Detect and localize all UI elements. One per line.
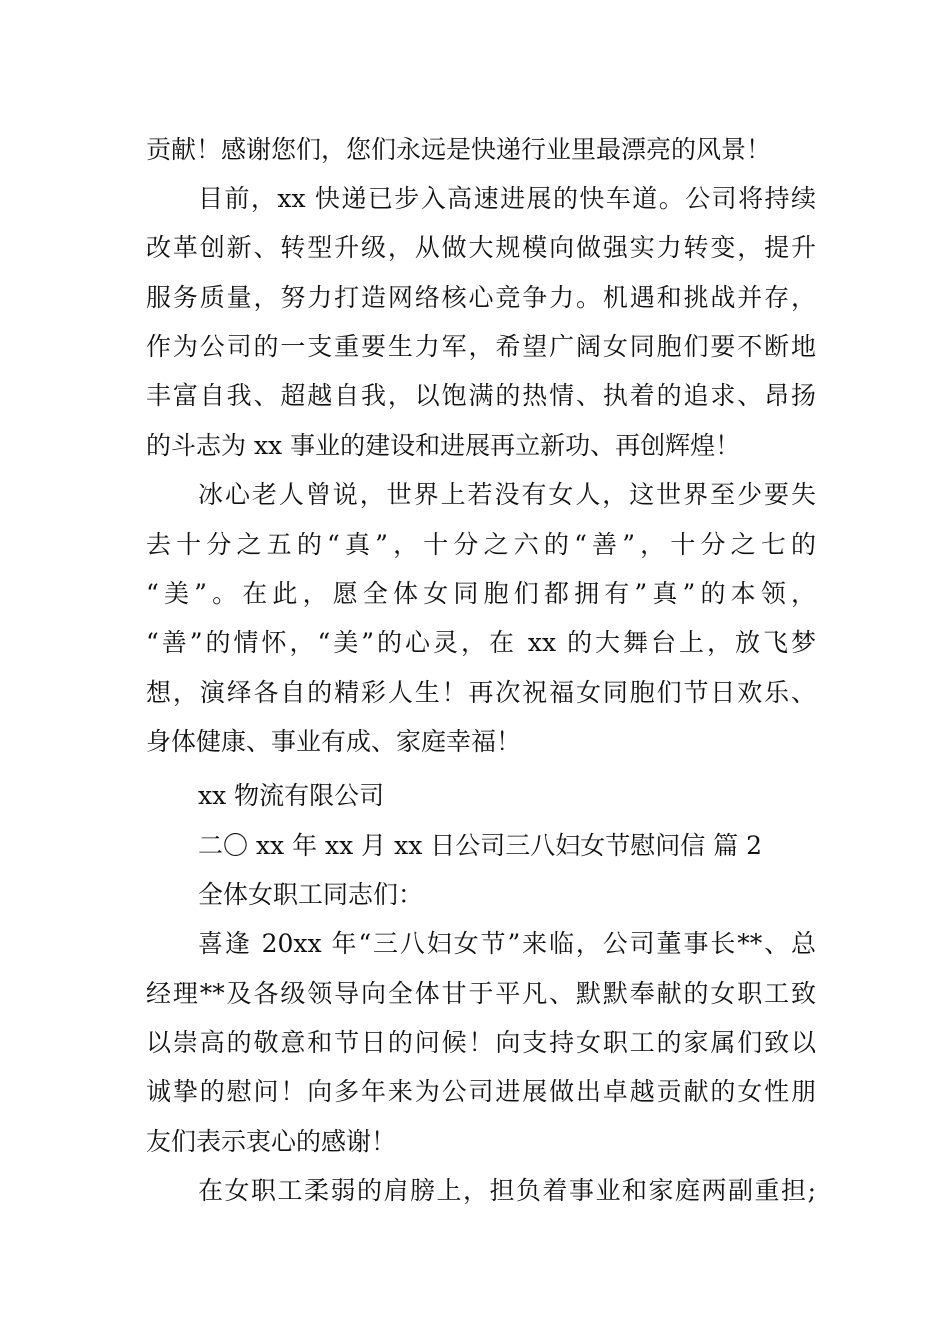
text-line: 以崇高的敬意和节日的问候！向支持女职工的家属们致以 <box>146 1028 816 1057</box>
text-line: 冰心老人曾说，世界上若没有女人，这世界至少要失 <box>198 480 816 509</box>
text-line: 服务质量，努力打造网络核心竞争力。机遇和挑战并存， <box>146 283 816 312</box>
text-line: 想，演绎各自的精彩人生！再次祝福女同胞们节日欢乐、 <box>146 678 816 707</box>
text-line: 喜逢 20xx 年“三八妇女节”来临，公司董事长**、总 <box>198 929 816 958</box>
company-signature: xx 物流有限公司 <box>198 781 385 810</box>
section-heading: 二〇 xx 年 xx 月 xx 日公司三八妇女节慰问信 篇 2 <box>198 831 763 860</box>
text-line: 去十分之五的“真”，十分之六的“善”，十分之七的 <box>146 530 816 559</box>
text-line: 诚挚的慰问！向多年来为公司进展做出卓越贡献的女性朋 <box>146 1077 816 1106</box>
text-line: 的斗志为 xx 事业的建设和进展再立新功、再创辉煌！ <box>146 431 741 460</box>
text-line: 经理**及各级领导向全体甘于平凡、默默奉献的女职工致 <box>146 979 816 1008</box>
text-line: 改革创新、转型升级，从做大规模向做强实力转变，提升 <box>146 233 816 262</box>
text-line: “善”的情怀，“美”的心灵，在 xx 的大舞台上，放飞梦 <box>146 628 816 657</box>
text-line: 丰富自我、超越自我，以饱满的热情、执着的追求、昂扬 <box>146 381 816 410</box>
text-line: 目前，xx 快递已步入高速进展的快车道。公司将持续 <box>198 184 816 213</box>
text-line: 友们表示衷心的感谢！ <box>146 1127 397 1156</box>
text-line: 身体健康、事业有成、家庭幸福！ <box>146 727 522 756</box>
text-line: 在女职工柔弱的肩膀上，担负着事业和家庭两副重担; <box>198 1176 816 1205</box>
text-line: 作为公司的一支重要生力军，希望广阔女同胞们要不断地 <box>146 332 816 361</box>
text-line: 贡献！感谢您们，您们永远是快递行业里最漂亮的风景！ <box>146 135 772 164</box>
salutation: 全体女职工同志们： <box>198 880 424 909</box>
text-line: “美”。在此，愿全体女同胞们都拥有”真”的本领， <box>146 579 816 608</box>
